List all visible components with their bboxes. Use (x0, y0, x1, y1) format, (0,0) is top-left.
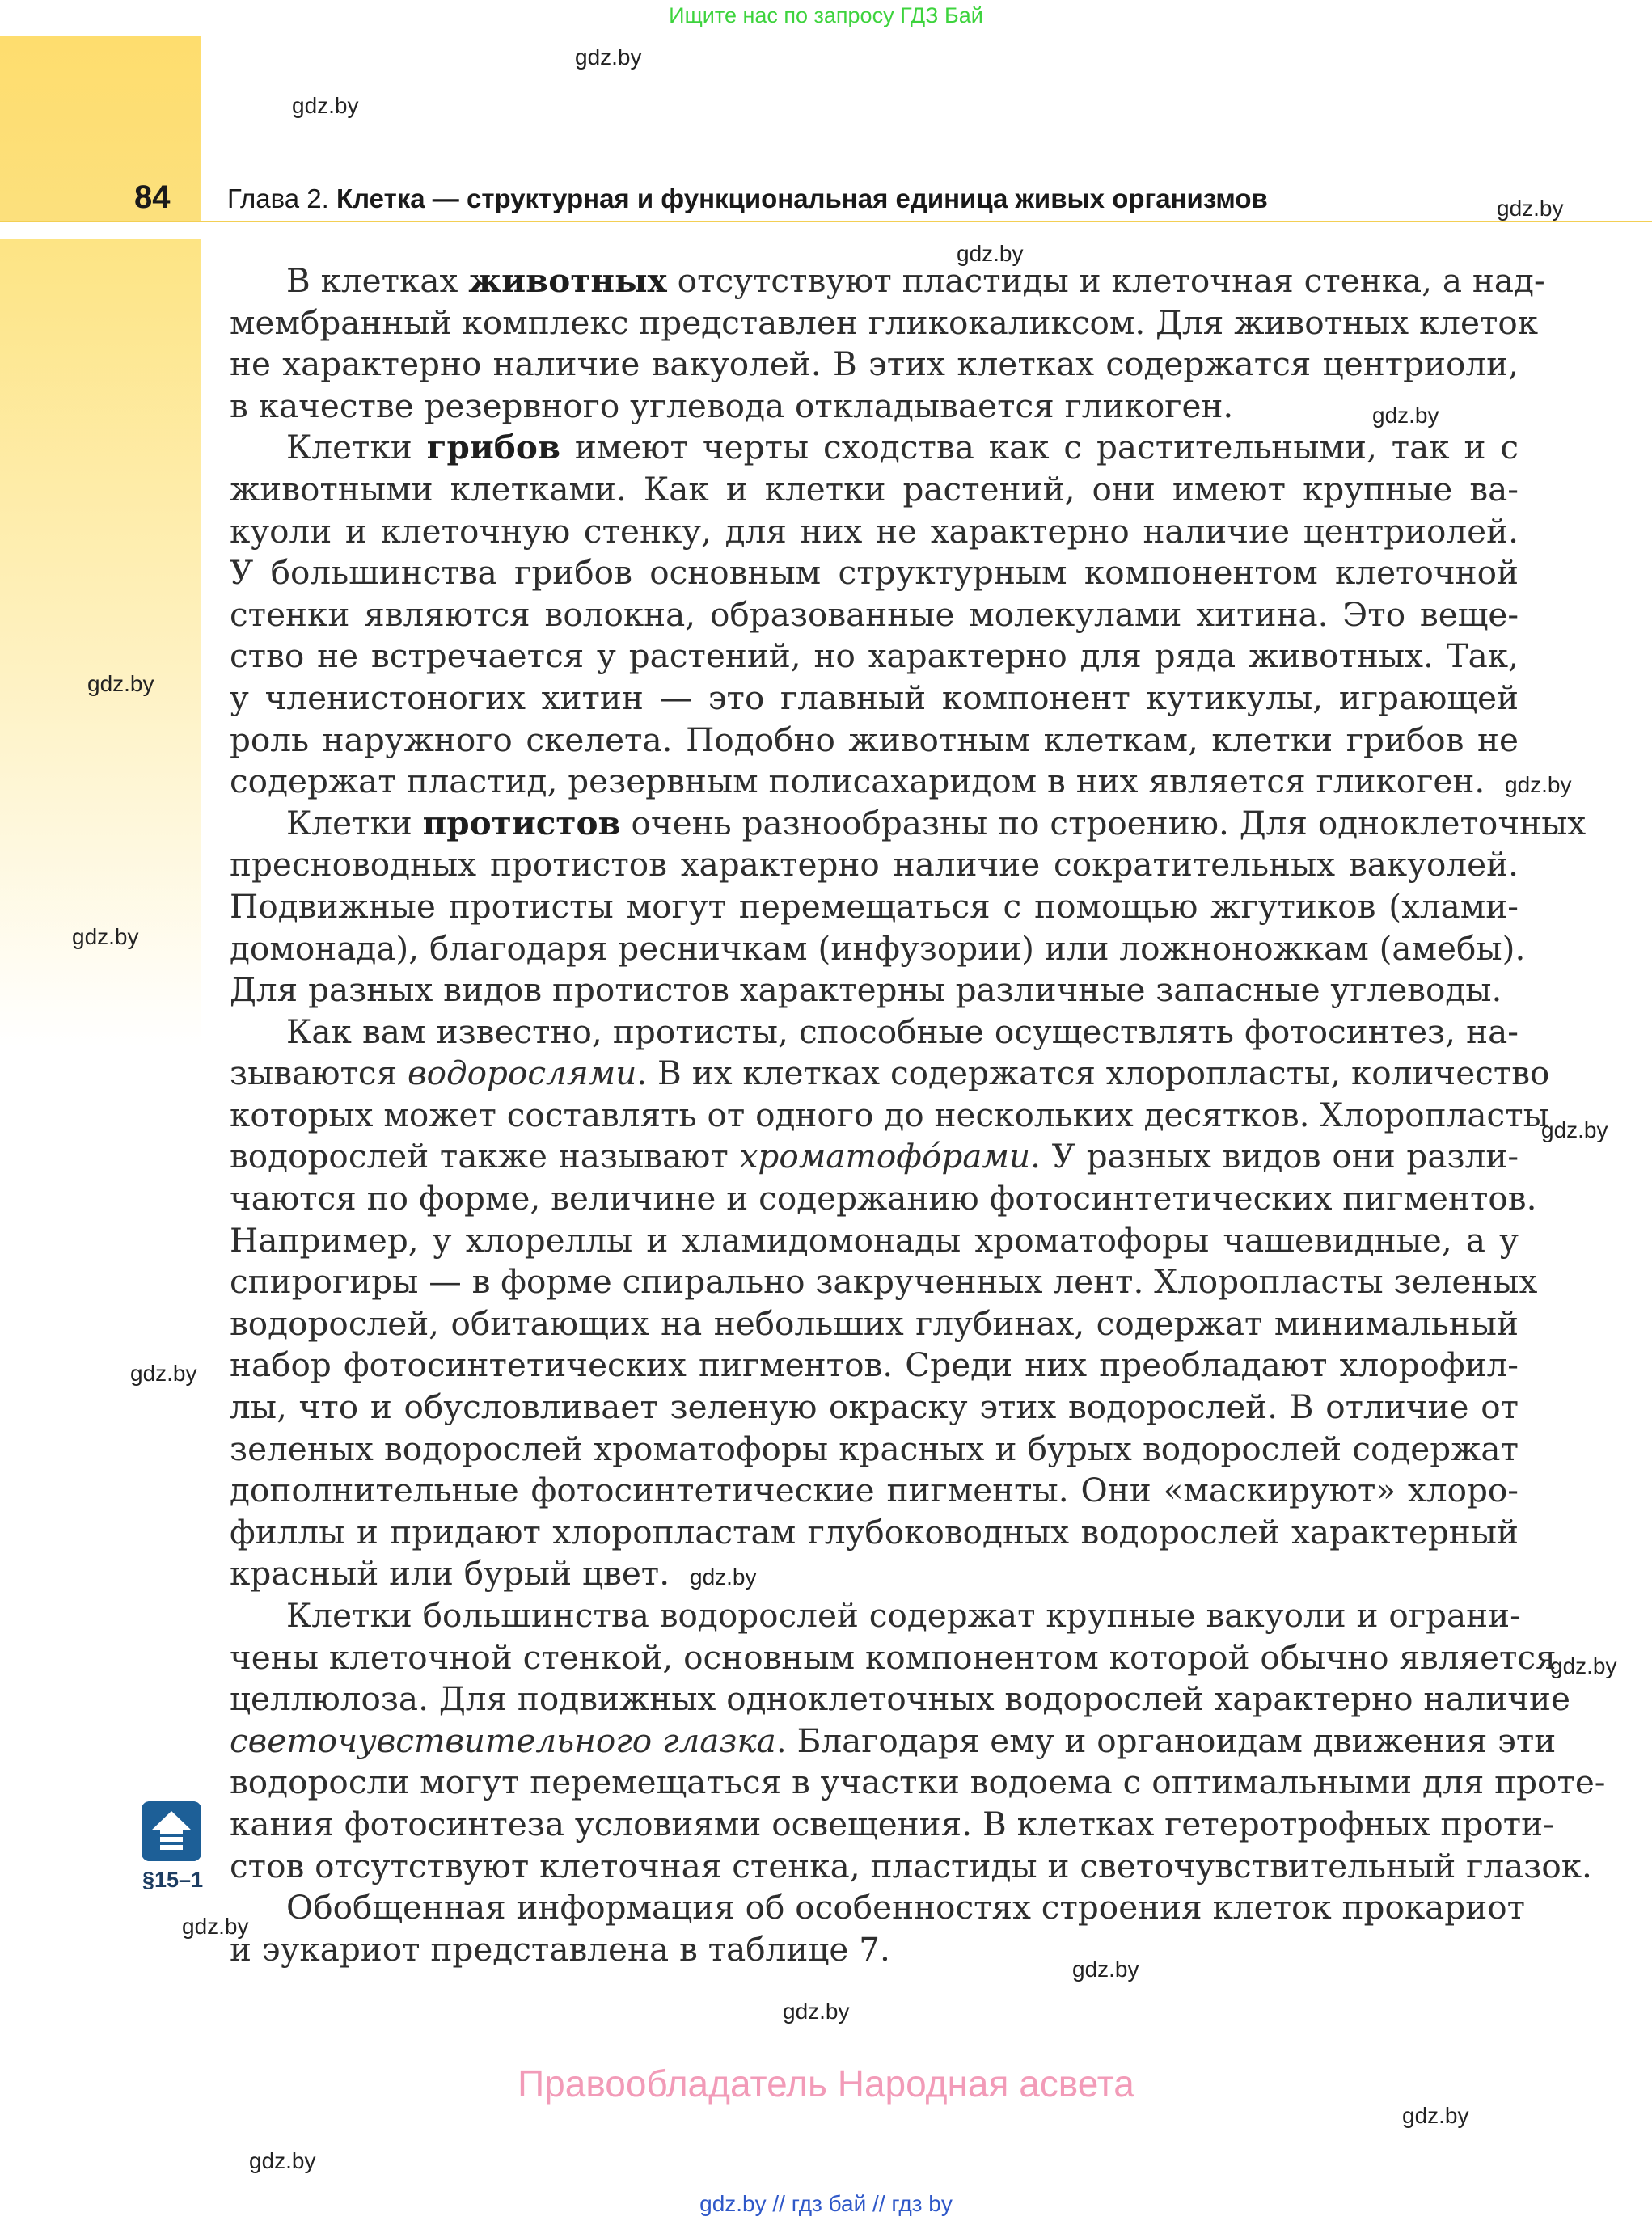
text-run: Например, у хлореллы и хламидомонады хроматофоры чашевидные, а у (230, 1220, 1519, 1260)
text-line (230, 386, 1519, 428)
text-run: которых может составлять от одного до нескольких десятков. Хлоропласты (230, 1095, 1549, 1134)
text-run: и эукариот представлена в таблице 7. (230, 1929, 890, 1969)
text-line (230, 1762, 1606, 1804)
text-line (230, 1178, 1537, 1220)
paragraph (230, 803, 1587, 1011)
text-line (230, 1553, 1519, 1595)
watermark: gdz.by (575, 44, 642, 70)
text-run: очень разнообразны по строению. Для одноклеточных (620, 803, 1587, 842)
text-run: Как вам известно, протисты, способные осуществлять фотосинтез, на- (286, 1011, 1519, 1051)
text-run: филлы и придают хлоропластам глубоководных водорослей характерный (230, 1512, 1519, 1552)
text-run: грибов (426, 428, 560, 467)
header-rule (0, 221, 1652, 222)
section-reference-icon[interactable] (142, 1801, 201, 1861)
text-run: ство не встречается у растений, но характерно для ряда животных. Так, (230, 636, 1519, 676)
text-line (230, 886, 1519, 928)
text-run: водорослей, обитающих на небольших глубинах, содержат минимальный (230, 1303, 1519, 1343)
text-line (230, 969, 1519, 1011)
text-run: чены клеточной стенкой, основным компонентом которой обычно является (230, 1637, 1557, 1677)
text-run: спирогиры — в форме спирально закрученных лент. Хлоропласты зеленых (230, 1262, 1538, 1302)
watermark: gdz.by (130, 1361, 197, 1386)
paragraph (230, 427, 1519, 802)
text-line (230, 469, 1519, 511)
text-run: зеленых водорослей хроматофоры красных и бурых водорослей содержат (230, 1429, 1519, 1468)
text-run: светочувствительного глазка (230, 1720, 776, 1760)
text-run: в качестве резервного углевода откладывается гликоген. (230, 386, 1234, 425)
text-run: хроматофо́рами (739, 1137, 1031, 1176)
watermark: gdz.by (249, 2148, 316, 2173)
page-number: 84 (134, 179, 171, 215)
text-line (230, 344, 1519, 386)
text-run: не характерно наличие вакуолей. В этих клетках содержатся центриоли, (230, 344, 1519, 384)
watermark: gdz.by (690, 1564, 757, 1590)
watermark: gdz.by (1402, 2103, 1469, 2128)
text-line (230, 1387, 1519, 1429)
text-line (230, 1595, 1519, 1637)
text-line (230, 552, 1519, 594)
house-arrow-icon (142, 1801, 201, 1861)
text-line (230, 302, 1539, 344)
text-run: куоли и клеточную стенку, для них не характерно наличие центриолей. (230, 511, 1519, 551)
text-run: Для разных видов протистов характерны различные запасные углеводы. (230, 970, 1502, 1010)
watermark: gdz.by (1372, 403, 1439, 428)
paragraph (230, 1011, 1550, 1595)
text-run: отсутствуют пластиды и клеточная стенка, а над- (666, 261, 1545, 300)
rights-holder-notice: Правообладатель Народная асвета (518, 2062, 1134, 2105)
text-line (230, 1261, 1538, 1303)
text-line (230, 803, 1587, 845)
text-run: водорослями (408, 1053, 637, 1093)
text-run: домонада), благодаря ресничкам (инфузории) или ложноножкам (амебы). (230, 928, 1526, 968)
text-run: стов отсутствуют клеточная стенка, пластиды и светочувствительный глазок. (230, 1846, 1592, 1885)
text-run: кания фотосинтеза условиями освещения. В клетках гетеротрофных проти- (230, 1804, 1554, 1843)
text-run: Обобщенная информация об особенностях строения клеток прокариот (286, 1888, 1526, 1927)
text-line (230, 1303, 1519, 1345)
chapter-title: Клетка — структурная и функциональная единица живых организмов (336, 184, 1268, 213)
chapter-header (227, 184, 1268, 214)
text-run: животными клетками. Как и клетки растений, они имеют крупные ва- (230, 469, 1519, 509)
text-run: У большинства грибов основным структурным компонентом клеточной (230, 553, 1519, 593)
text-line (230, 1136, 1519, 1178)
text-run: протистов (422, 803, 621, 842)
paragraph (230, 1887, 1526, 1970)
text-line (230, 1011, 1519, 1053)
text-run: мембранный комплекс представлен гликокаликсом. Для животных клеток (230, 302, 1539, 342)
text-line (230, 1804, 1554, 1846)
text-line (230, 1887, 1526, 1929)
text-line (230, 260, 1545, 302)
text-line (230, 1345, 1519, 1387)
watermark: gdz.by (87, 671, 154, 696)
text-run: содержат пластид, резервным полисахаридом в них является гликоген. (230, 762, 1485, 801)
text-line (230, 1846, 1592, 1888)
paragraph (230, 260, 1545, 427)
text-line (230, 1720, 1557, 1763)
footer-links[interactable]: gdz.by // гдз бай // гдз by (699, 2191, 953, 2216)
top-banner[interactable]: Ищите нас по запросу ГДЗ Бай (669, 3, 983, 27)
text-run: лы, что и обусловливает зеленую окраску этих водорослей. В отличие от (230, 1387, 1519, 1427)
text-run: имеют черты сходства как с растительными, так и с (560, 428, 1519, 467)
text-line (230, 1470, 1519, 1512)
text-line (230, 678, 1519, 720)
text-run: дополнительные фотосинтетические пигменты. Они «маскируют» хлоро- (230, 1471, 1519, 1510)
text-line (230, 1429, 1519, 1471)
watermark: gdz.by (1072, 1957, 1139, 1982)
text-line (230, 1637, 1557, 1679)
text-line (230, 1095, 1549, 1137)
watermark: gdz.by (1505, 772, 1572, 797)
section-reference-label[interactable]: §15–1 (142, 1868, 204, 1892)
text-line (230, 635, 1519, 678)
text-run: водорослей также называют (230, 1137, 740, 1176)
text-line (230, 844, 1519, 886)
watermark: gdz.by (783, 1999, 850, 2024)
text-run: . Благодаря ему и органоидам движения эти (775, 1720, 1557, 1760)
watermark: gdz.by (1550, 1653, 1617, 1678)
text-run: Клетки (286, 428, 427, 467)
text-line (230, 761, 1519, 803)
text-line (230, 928, 1526, 970)
text-line (230, 1512, 1519, 1554)
text-run: Клетки большинства водорослей содержат крупные вакуоли и ограни- (286, 1596, 1521, 1635)
watermark: gdz.by (292, 93, 359, 118)
text-run: . У разных видов они разли- (1030, 1137, 1519, 1176)
text-line (230, 1220, 1519, 1262)
text-run: Клетки (286, 803, 423, 842)
watermark: gdz.by (182, 1914, 249, 1939)
watermark: gdz.by (957, 241, 1024, 266)
text-run: у членистоногих хитин — это главный компонент кутикулы, играющей (230, 678, 1519, 717)
watermark: gdz.by (1541, 1117, 1608, 1142)
text-run: красный или бурый цвет. (230, 1554, 670, 1594)
text-line (230, 427, 1519, 469)
text-run: чаются по форме, величине и содержанию фотосинтетических пигментов. (230, 1179, 1537, 1218)
text-run: Подвижные протисты могут перемещаться с помощью жгутиков (хлами- (230, 886, 1519, 926)
text-line (230, 1053, 1550, 1095)
chapter-prefix: Глава 2. (227, 184, 329, 213)
watermark: gdz.by (1497, 196, 1564, 221)
text-run: водоросли могут перемещаться в участки водоема с оптимальными для проте- (230, 1763, 1606, 1802)
text-line (230, 1929, 1519, 1971)
text-run: роль наружного скелета. Подобно животным клеткам, клетки грибов не (230, 720, 1519, 759)
text-line (230, 720, 1519, 762)
text-run: . В их клетках содержатся хлоропласты, количество (636, 1053, 1550, 1093)
text-run: набор фотосинтетических пигментов. Среди них преобладают хлорофил- (230, 1345, 1519, 1385)
text-run: стенки являются волокна, образованные молекулами хитина. Это веще- (230, 594, 1519, 634)
text-line (230, 594, 1519, 636)
text-run: пресноводных протистов характерно наличие сократительных вакуолей. (230, 845, 1519, 885)
text-run: целлюлоза. Для подвижных одноклеточных водорослей характерно наличие (230, 1679, 1570, 1719)
text-run: животных (468, 261, 667, 300)
text-line (230, 1678, 1570, 1720)
text-line (230, 511, 1519, 553)
watermark: gdz.by (72, 924, 139, 949)
text-run: В клетках (286, 261, 469, 300)
text-run: зываются (230, 1053, 408, 1093)
